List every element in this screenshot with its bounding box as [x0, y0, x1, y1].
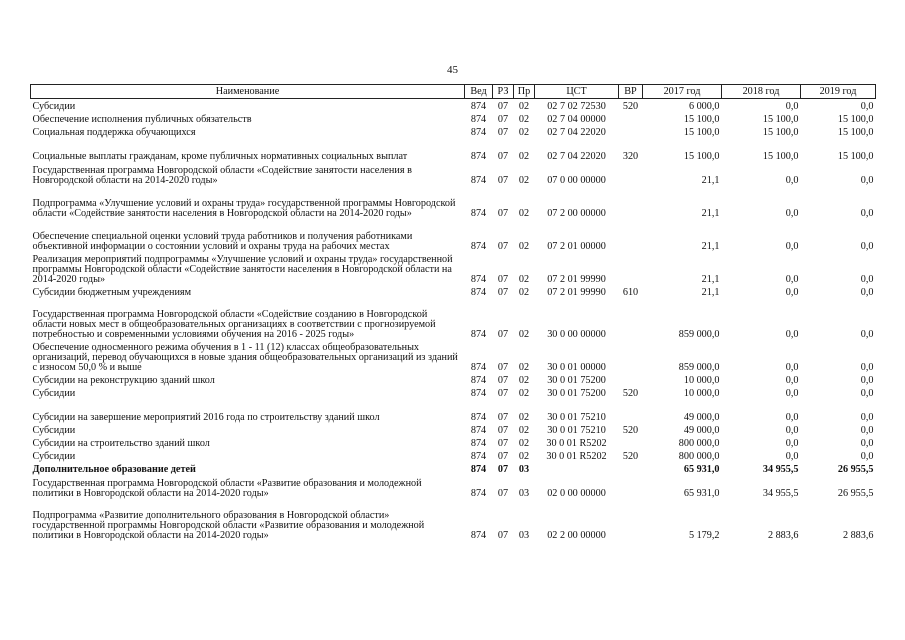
cell-2019: 0,0	[860, 412, 874, 423]
cell-name: Реализация мероприятий подпрограммы «Улучшение условий и охраны труда» государственной программы Новгородской области «Содействие занятости населения в Новгородской области на 2014-2020 годы»	[32, 254, 453, 285]
cell-rz: 07	[497, 488, 509, 499]
budget-table	[30, 84, 876, 541]
cell-vr: 520	[622, 388, 639, 399]
cell-name: Государственная программа Новгородской области «Содействие занятости населения в Новгородской области на 2014-2020 годы»	[32, 165, 412, 186]
cell-2017: 15 100,0	[683, 114, 720, 125]
cell-2017: 21,1	[701, 175, 720, 186]
cell-cst: 07 2 01 99990	[547, 287, 606, 298]
cell-name: Государственная программа Новгородской области «Содействие созданию в Новгородской области новых мест в общеобразовательных организациях в соответствии с прогнозируемой потребностью и современными условиями обучения на 2016 - 2025 годы»	[32, 309, 436, 340]
cell-2019: 0,0	[860, 241, 874, 252]
cell-2019: 0,0	[860, 375, 874, 386]
cell-2019: 0,0	[860, 175, 874, 186]
table-row	[31, 112, 876, 125]
header-name: Наименование	[31, 85, 465, 99]
cell-2019: 0,0	[860, 101, 874, 112]
cell-2017: 10 000,0	[683, 388, 720, 399]
cell-name: Субсидии	[32, 101, 76, 112]
header-rz: РЗ	[493, 85, 514, 99]
cell-2017: 21,1	[701, 274, 720, 285]
cell-ved: 874	[470, 101, 487, 112]
cell-2018: 0,0	[785, 208, 799, 219]
cell-vr	[619, 112, 643, 125]
cell-rz: 07	[497, 175, 509, 186]
cell-pr: 03	[518, 464, 530, 475]
cell-2019: 0,0	[860, 287, 874, 298]
cell-2017: 21,1	[701, 287, 720, 298]
cell-cst: 30 0 01 00000	[547, 362, 606, 373]
cell-2017: 800 000,0	[678, 451, 720, 462]
cell-2019: 0,0	[860, 425, 874, 436]
cell-2018: 0,0	[785, 388, 799, 399]
cell-2018: 34 955,5	[762, 464, 799, 475]
cell-cst: 02 0 00 00000	[547, 488, 606, 499]
header-2019: 2019 год	[801, 85, 876, 99]
cell-pr: 02	[518, 114, 530, 125]
cell-2019: 0,0	[860, 208, 874, 219]
cell-pr: 02	[518, 412, 530, 423]
table-row	[31, 475, 876, 499]
cell-vr: 610	[622, 287, 639, 298]
cell-2019: 15 100,0	[837, 151, 874, 162]
cell-pr: 02	[518, 388, 530, 399]
cell-vr	[619, 373, 643, 386]
cell-rz: 07	[497, 425, 509, 436]
cell-vr: 320	[622, 151, 639, 162]
cell-ved: 874	[470, 464, 487, 475]
header-2018: 2018 год	[722, 85, 801, 99]
cell-2018: 0,0	[785, 375, 799, 386]
cell-name: Обеспечение специальной оценки условий труда работников и получения работниками объективной информации о состоянии условий и охраны труда на рабочих местах	[32, 231, 413, 252]
cell-ved: 874	[470, 151, 487, 162]
cell-2018: 0,0	[785, 101, 799, 112]
cell-name: Обеспечение односменного режима обучения в 1 - 11 (12) классах общеобразовательных организаций, перевод обучающихся в новые здания общеобразовательных организаций из зданий с износом 50,0 % и выше	[32, 342, 458, 373]
cell-pr: 02	[518, 175, 530, 186]
cell-rz: 07	[497, 388, 509, 399]
table-row	[31, 285, 876, 298]
cell-2018: 0,0	[785, 362, 799, 373]
cell-2017: 49 000,0	[683, 412, 720, 423]
cell-pr: 02	[518, 362, 530, 373]
cell-2017: 15 100,0	[683, 127, 720, 138]
cell-vr	[619, 340, 643, 373]
table-row	[31, 499, 876, 541]
cell-2019: 15 100,0	[837, 127, 874, 138]
cell-name: Подпрограмма «Улучшение условий и охраны труда» государственной программы Новгородской области «Содействие занятости населения в Новгородской области на 2014-2020 годы»	[32, 198, 456, 219]
header-pr: Пр	[514, 85, 535, 99]
cell-ved: 874	[470, 241, 487, 252]
cell-vr	[619, 298, 643, 340]
cell-pr: 02	[518, 241, 530, 252]
cell-ved: 874	[470, 114, 487, 125]
cell-2017: 65 931,0	[683, 488, 720, 499]
cell-rz: 07	[497, 329, 509, 340]
cell-ved: 874	[470, 362, 487, 373]
cell-rz: 07	[497, 274, 509, 285]
cell-cst: 30 0 01 75200	[547, 375, 606, 386]
cell-cst	[535, 462, 619, 475]
cell-ved: 874	[470, 127, 487, 138]
cell-cst: 30 0 01 R5202	[546, 451, 607, 462]
cell-2019: 15 100,0	[837, 114, 874, 125]
cell-2018: 0,0	[785, 287, 799, 298]
cell-2018: 0,0	[785, 175, 799, 186]
table-row	[31, 162, 876, 186]
cell-2019: 26 955,5	[837, 488, 874, 499]
cell-2019: 26 955,5	[837, 464, 874, 475]
cell-rz: 07	[497, 241, 509, 252]
cell-vr	[619, 252, 643, 285]
cell-2019: 0,0	[860, 438, 874, 449]
cell-vr: 520	[622, 425, 639, 436]
cell-name: Субсидии на реконструкцию зданий школ	[32, 375, 215, 386]
table-row	[31, 340, 876, 373]
cell-cst: 07 0 00 00000	[547, 175, 606, 186]
cell-2019: 0,0	[860, 274, 874, 285]
cell-2018: 2 883,6	[767, 530, 799, 541]
cell-name: Подпрограмма «Развитие дополнительного образования в Новгородской области» государственной программы Новгородской области «Развитие образования и молодежной политики в Новгородской области на 2014-2020 годы»	[32, 510, 425, 541]
cell-2018: 0,0	[785, 425, 799, 436]
cell-name: Дополнительное образование детей	[32, 464, 196, 475]
cell-2017: 859 000,0	[678, 329, 720, 340]
table-row	[31, 399, 876, 423]
cell-cst: 30 0 00 00000	[547, 329, 606, 340]
cell-2017: 10 000,0	[683, 375, 720, 386]
header-ved: Вед	[465, 85, 493, 99]
table-row	[31, 298, 876, 340]
cell-ved: 874	[470, 287, 487, 298]
cell-2018: 15 100,0	[762, 127, 799, 138]
cell-name: Субсидии на строительство зданий школ	[32, 438, 210, 449]
cell-cst: 30 0 01 75210	[547, 412, 606, 423]
cell-2018: 0,0	[785, 451, 799, 462]
table-row	[31, 449, 876, 462]
cell-2017: 6 000,0	[688, 101, 720, 112]
table-row	[31, 99, 876, 113]
cell-vr	[619, 436, 643, 449]
cell-pr: 02	[518, 438, 530, 449]
table-row	[31, 138, 876, 162]
cell-ved: 874	[470, 208, 487, 219]
cell-cst: 02 2 00 00000	[547, 530, 606, 541]
cell-rz: 07	[497, 438, 509, 449]
cell-2017: 65 931,0	[683, 464, 720, 475]
table-row	[31, 386, 876, 399]
cell-name: Обеспечение исполнения публичных обязательств	[32, 114, 252, 125]
cell-cst: 02 7 04 22020	[547, 127, 606, 138]
table-row	[31, 436, 876, 449]
cell-cst: 07 2 01 00000	[547, 241, 606, 252]
cell-cst: 30 0 01 R5202	[546, 438, 607, 449]
cell-cst: 07 2 00 00000	[547, 208, 606, 219]
cell-vr: 520	[622, 451, 639, 462]
cell-2019: 2 883,6	[842, 530, 874, 541]
cell-pr: 02	[518, 329, 530, 340]
cell-name: Социальные выплаты гражданам, кроме публичных нормативных социальных выплат	[32, 151, 408, 162]
cell-rz: 07	[497, 151, 509, 162]
cell-pr: 02	[518, 151, 530, 162]
cell-vr	[619, 219, 643, 252]
cell-pr: 02	[518, 287, 530, 298]
cell-ved: 874	[470, 425, 487, 436]
cell-rz: 07	[497, 127, 509, 138]
cell-vr	[619, 186, 643, 219]
cell-2018: 0,0	[785, 241, 799, 252]
cell-ved: 874	[470, 488, 487, 499]
cell-ved: 874	[470, 412, 487, 423]
cell-vr	[619, 162, 643, 186]
cell-name: Субсидии бюджетным учреждениям	[32, 287, 192, 298]
cell-pr: 02	[518, 208, 530, 219]
cell-vr	[619, 399, 643, 423]
cell-vr	[619, 475, 643, 499]
cell-2018: 15 100,0	[762, 114, 799, 125]
table-header-row	[31, 85, 876, 99]
cell-2017: 859 000,0	[678, 362, 720, 373]
cell-name: Субсидии	[32, 425, 76, 436]
cell-2017: 800 000,0	[678, 438, 720, 449]
cell-ved: 874	[470, 329, 487, 340]
cell-rz: 07	[497, 530, 509, 541]
cell-rz: 07	[497, 208, 509, 219]
cell-pr: 02	[518, 375, 530, 386]
cell-pr: 02	[518, 451, 530, 462]
cell-pr: 03	[518, 530, 530, 541]
table-row	[31, 373, 876, 386]
table-row	[31, 186, 876, 219]
cell-rz: 07	[497, 362, 509, 373]
cell-name: Социальная поддержка обучающихся	[32, 127, 196, 138]
cell-2019: 0,0	[860, 329, 874, 340]
cell-2018: 34 955,5	[762, 488, 799, 499]
header-vr: ВР	[619, 85, 643, 99]
cell-cst: 07 2 01 99990	[547, 274, 606, 285]
table-row	[31, 423, 876, 436]
cell-ved: 874	[470, 175, 487, 186]
cell-2019: 0,0	[860, 451, 874, 462]
cell-ved: 874	[470, 274, 487, 285]
cell-pr: 02	[518, 127, 530, 138]
cell-ved: 874	[470, 388, 487, 399]
cell-pr: 02	[518, 101, 530, 112]
cell-pr: 03	[518, 488, 530, 499]
table-row	[31, 219, 876, 252]
cell-ved: 874	[470, 438, 487, 449]
cell-pr: 02	[518, 274, 530, 285]
header-2017: 2017 год	[643, 85, 722, 99]
cell-cst: 30 0 01 75210	[547, 425, 606, 436]
cell-ved: 874	[470, 530, 487, 541]
cell-rz: 07	[497, 451, 509, 462]
cell-2017: 49 000,0	[683, 425, 720, 436]
cell-vr	[619, 462, 643, 475]
cell-rz: 07	[497, 101, 509, 112]
cell-2017: 15 100,0	[683, 151, 720, 162]
cell-ved: 874	[470, 451, 487, 462]
cell-2018: 0,0	[785, 412, 799, 423]
cell-cst: 02 7 04 22020	[547, 151, 606, 162]
cell-rz: 07	[497, 412, 509, 423]
cell-rz: 07	[497, 375, 509, 386]
page-number: 45	[447, 64, 458, 76]
cell-2018: 0,0	[785, 274, 799, 285]
cell-pr: 02	[518, 425, 530, 436]
cell-2019: 0,0	[860, 388, 874, 399]
cell-rz: 07	[497, 464, 509, 475]
cell-name: Субсидии	[32, 388, 76, 399]
cell-2018: 15 100,0	[762, 151, 799, 162]
cell-2019: 0,0	[860, 362, 874, 373]
cell-rz: 07	[497, 114, 509, 125]
cell-rz: 07	[497, 287, 509, 298]
table-row	[31, 125, 876, 138]
cell-cst: 02 7 04 00000	[547, 114, 606, 125]
cell-2017: 21,1	[701, 208, 720, 219]
cell-cst: 30 0 01 75200	[547, 388, 606, 399]
cell-ved: 874	[470, 375, 487, 386]
cell-name: Субсидии	[32, 451, 76, 462]
cell-vr	[619, 499, 643, 541]
cell-name: Государственная программа Новгородской области «Развитие образования и молодежной политики в Новгородской области на 2014-2020 годы»	[32, 478, 422, 499]
cell-2017: 21,1	[701, 241, 720, 252]
table-row	[31, 462, 876, 475]
cell-2018: 0,0	[785, 329, 799, 340]
table-row	[31, 252, 876, 285]
cell-2017: 5 179,2	[688, 530, 720, 541]
cell-2018: 0,0	[785, 438, 799, 449]
cell-cst: 02 7 02 72530	[547, 101, 606, 112]
cell-vr	[619, 125, 643, 138]
cell-vr: 520	[622, 101, 639, 112]
cell-name: Субсидии на завершение мероприятий 2016 года по строительству зданий школ	[32, 412, 380, 423]
header-cst: ЦСТ	[535, 85, 619, 99]
